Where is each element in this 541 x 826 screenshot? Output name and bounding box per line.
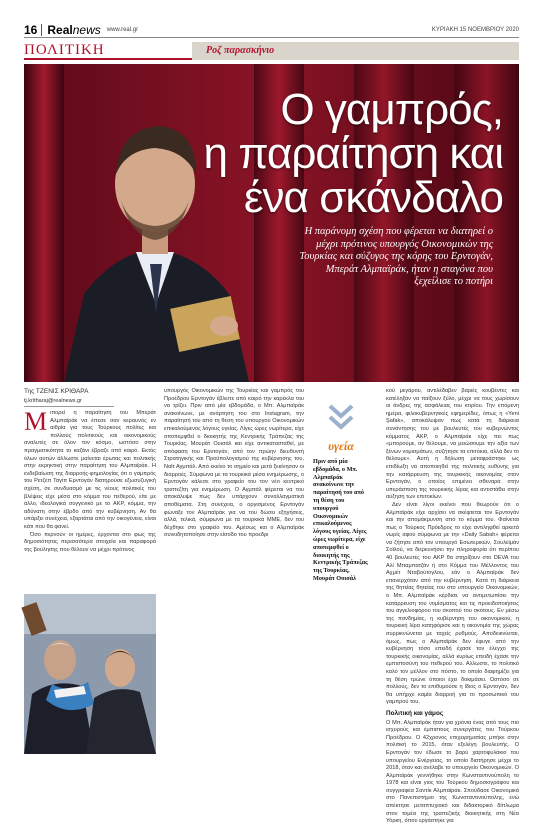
article-title (203, 85, 504, 222)
paragraph: κού μεγάρου, αντιλέδαβεν βαριές κουβέντες και κατέληξαν να παίξουν ξύλο, μέχρι να τους χωρίσουν οι άνδρες της ασφάλειας του κτιρίου. Την επόμενη ημέρα, φιλοκυβερνητικές εφημερίδες, όπως η «Yeni Şafak», αποκάλυψαν πως κατά τη διάρκεια συνάντησης του με βουλευτές του κυβερνώντος κόμματος AKP, ο Αλμπαϊράκ είχε πει πως «μπορούμε, αν θέλουμε, να μειώσουμε την αξία των ξένων νομισμάτων, συζήτησε τα επιτόκια, αλλά δεν το θέλουμε». Αυτή η δήλωση μεταφράστηκε ως επιδίωξη να αποποιηθεί της πολιτικής ευθύνης για την κατάρρευση της τουρκικής οικονομίας στον Ερντογάν, ο οποίος επιμένει σθεναρά στην υπεράσπιση της τουρκικής λίρας και αντιστάθει στην αύξηση των επιτοκίων. (386, 388, 519, 501)
page-header (24, 22, 519, 38)
author-email: tj.kritharaj@realnews.gr (24, 398, 114, 407)
brand-logo-suffix: news (72, 22, 101, 37)
title-line: η παραίτηση και (203, 129, 503, 178)
section-tag: Ροζ παρασκήνιο (192, 42, 519, 60)
article-subtitle: Η παράνομη σχέση που φέρεται να διατηρεί ο μέχρι πρότινος υπουργός Οικονομικών της Τουρκίας και σύζυγος της κόρης του Ερντογάν, Μπεράτ Αλμπαϊράκ, ήταν η σταγόνα που ξεχείλισε το ποτήρι (299, 226, 493, 287)
hero-photo (24, 64, 519, 382)
site-url: www.real.gr (106, 26, 139, 33)
sidebar-text: Πριν από μία εβδομάδα, ο Μπ. Αλμπαϊράκ ανακοίνωνε την παραίτησή του από τη θέση του υπουργού Οικονομικών επικαλούμενος λόγους υγείας. Λίγες ώρες νωρίτερα, είχε αποπεμφθεί ο διοικητής της Κεντρικής Τράπεζας της Τουρκίας, Μουράτ Ουισάλ (313, 458, 368, 582)
byline: Της ΤΖΕΝΙΣ ΚΡΙΘΑΡΑ (24, 388, 89, 395)
column-1 (24, 407, 156, 590)
sidebar-quote (313, 402, 369, 583)
title-line: ένα σκάνδαλο (243, 173, 503, 222)
drop-cap: Μ (24, 407, 48, 436)
brand-logo: Real (47, 22, 73, 37)
issue-date: ΚΥΡΙΑΚΗ 15 ΝΟΕΜΒΡΙΟΥ 2020 (431, 26, 519, 33)
paragraph: ιπορεί η παραίτηση του Μπεράτ Αλμπαϊράκ να έπεσε σαν κεραυνός εν αιθρία για τους Τούρκους πολίτες και πολλούς πολιτικούς και οικονομικούς αναλυτές σε όλον τον κόσμο, ωστόσο στην πραγματικότητα το καζάνι έβραζε από καιρό. Εκτός όλων αυτών άλλωστε μαίνεται έρωτας και πολιτικής στην εκρηκτική στην παραίτηση του Αλμπαϊράκ. Η ενδεβαίωση της διαρροής-φημολογίας ότι ο γαμπρός του Ρετζέπ Ταγίπ Ερντογάν διατηρούσε εξωσυζυγική σχέση, σε συνδυασμό με τις νέους πολιτικές του βλέψεις είχε μέσα στο κόμμα του πεθερού, είτε με άλλο, ιδεολογικά συγγενικό με το AKP, κόμμα, την αδύνατη στην έβρδο από την κυβέρνηση. Αν θα υπάρξει συνέχεια, εξαρτάται από την οικογένεια, είναι κάτι που θα φανεί. (24, 410, 156, 530)
title-line: Ο γαμπρός, (280, 85, 503, 134)
chevron-down-icon (326, 402, 356, 432)
sidebar-label: υγεία (328, 439, 354, 453)
photo-illustration (24, 594, 156, 754)
paragraph: υπουργός Οικονομικών της Τουρκίας και γαμπρός του Προέδρου Ερντογάν έβλεπε από καιρό την καρέκλα του να τρίζει. Πριν από μία εβδομάδα, ο Μπ. Αλμπαϊράκ ανακοίνωνε, με ανάρτηση του στο Instagram, την παραίτησή του από τη θέση του υπουργού Οικονομικών επικαλούμενος λόγους υγείας. Λίγες ώρες νωρίτερα, είχε αποπεμφθεί ο διοικητής της Κεντρικής Τράπεζας της Τουρκίας, Μουράτ Ουισάλ και είχε αντικατασταθεί, με απόφαση του Ερντογάν, από τον πρώην διευθυντή Στρατηγικής και Προϋπολογισμού της κυβέρνησης του, Ναΐτ Αγμπάλ. Από εκείνο το σημείο και μετά ξεκίνησαν οι διαρροές. Σύμφωνα με τα τουρκικά μέσα ενημέρωσης, ο Ερντογάν κάλεσε στο γραφείο του τον νέο κεντρικό τραπεζίτη για ενημέρωση. Ο Αγμπάλ φέρεται να του αποκάλυψε πως δεν υπάρχουν συναλλαγματικά αποθέματα. Στη συνέχεια, ο οργισμένος Ερντογάν φώναξε τον Αλμπαϊράκ για να του δώσει εξηγήσεις, αλλά, τελικά, σύμφωνα με τα τουρκικά ΜΜΕ, δεν του δέχθηκε στο γραφείο του. Αμέσως και ο Αλμπαϊράκ συνειδητοποίησε στην είσοδο του προεδρι (164, 388, 304, 539)
page-number: 16 (24, 22, 38, 37)
erdogan-photo (24, 594, 156, 754)
column-2 (164, 388, 304, 758)
subheading: Πολιτική και γάμος (386, 709, 444, 717)
section-bar (24, 42, 519, 60)
paragraph: Δεν είναι λίγοι εκείνοι που θεωρούν ότι ο Αλμπαϊράκ είχε αρχίσει να σκέφτεται τον Ερντογάν και την απομάκρυνση από το κόμμα του. Φαίνεται πως ο Τούρκος Πρόεδρος το είχε αντιληφθεί αρκετά νωρίς αφού σύμφωνα με την «Daily Sabah» φέρεται να ζήτησε από τον υπουργό Εσωτερικών, Σουλεϊμάν Σοϊλού, να διερευνήσει την πληροφορία ότι περίπου 40 βουλευτές του AKP θα στηρίξουν στο DEVA του Αλί Μπαμπατζάν ή στο Κόμμα του Μέλλοντος του Αχμέτ Νταβούτογλου, εάν ο Αλμπαϊράκ δεν επανερχόταν από την κυβέρνηση. Κατά τη διάρκεια της θητείας θητείας του στο υπουργείο Οικονομικών, ο Μπ. Αλμπαϊράκ κέρδισε να αντιμετωπίσει την κατάρρευση του νομίσματος και τις προειδοποιήσεις του αγγελιοφόρου του σκοπού του σκότους. Εν μέσω της πανδημίας, η κυβέρνηση του οικονομικού, η τουρκική λίρα κατηφόρισε και η οικονομία της χώρας συρρικνώνεται με ταχείς ρυθμούς. Αποδεικνύεται, όμως, πως ο Αλμπαϊράκ δεν έφυγε από την κυβέρνηση τόσο επειδή έχασε τον έλεγχο της τουρκικής οικονομίας, αλλά κυρίως επειδή έχασε την εμπιστοσύνη του πεθερού του. Αλλωστε, το πολιτικό καλό τον μέλλον στο πόστο, το οποίο διαφημίζει για τη θέση τρώνε όποιοι έχει δοκιμάσει. Ωστόσο σε πολλούς, δεν το επιθυμούσε η ίδιος ο Ερντογάν, δεν θα υπήρχε καμία διαρροή για το προσωπικό του γαμπρού του. (386, 501, 519, 706)
paragraph: Όσο περνούν οι ημέρες, έρχονται στο φως της δημοσιότητας περισσότερα στοιχεία και παραφορά της βούλησης που θέλουν να μέχρι πρότινος (24, 531, 156, 553)
section-name: ΠΟΛΙΤΙΚΗ (24, 42, 192, 60)
column-4 (386, 388, 519, 825)
paragraph: Ο Μπ. Αλμπαϊράκ ήταν για χρόνια ένας από τους πιο ισχυρούς και έμπιστους συνεργάτες του Τούρκου Προέδρου. Ο 42χρονος επιχειρηματίας μπήκε στην πολιτική το 2015, όταν εξελέγη βουλευτής. Ο Ερντογάν τον έδωσε το βαρύ χαρτοφυλάκιο του υπουργείου Ενέργειας, το οποίο διατήρησε μέχρι το 2018, όταν και ανέλαβε το υπουργείο Οικονομικών. Ο Αλμπαϊράκ γεννήθηκε στην Κωνσταντινούπολη το 1978 και είναι γιος του Τούρκου δημοσιογράφου και συγγραφέα Σαντίκ Αλμπαϊράκ. Σπούδασε Οικονομικά στο Πανεπιστήμιο της Κωνσταντινούπολης, ενώ απέκτησε μεταπτυχιακό και διδακτορικό δίπλωμα στον τομέα της τραπεζικής διοικητικής στη Νέα Υόρκη, όπου εργάστηκε για (386, 719, 519, 825)
header-divider (41, 24, 42, 36)
